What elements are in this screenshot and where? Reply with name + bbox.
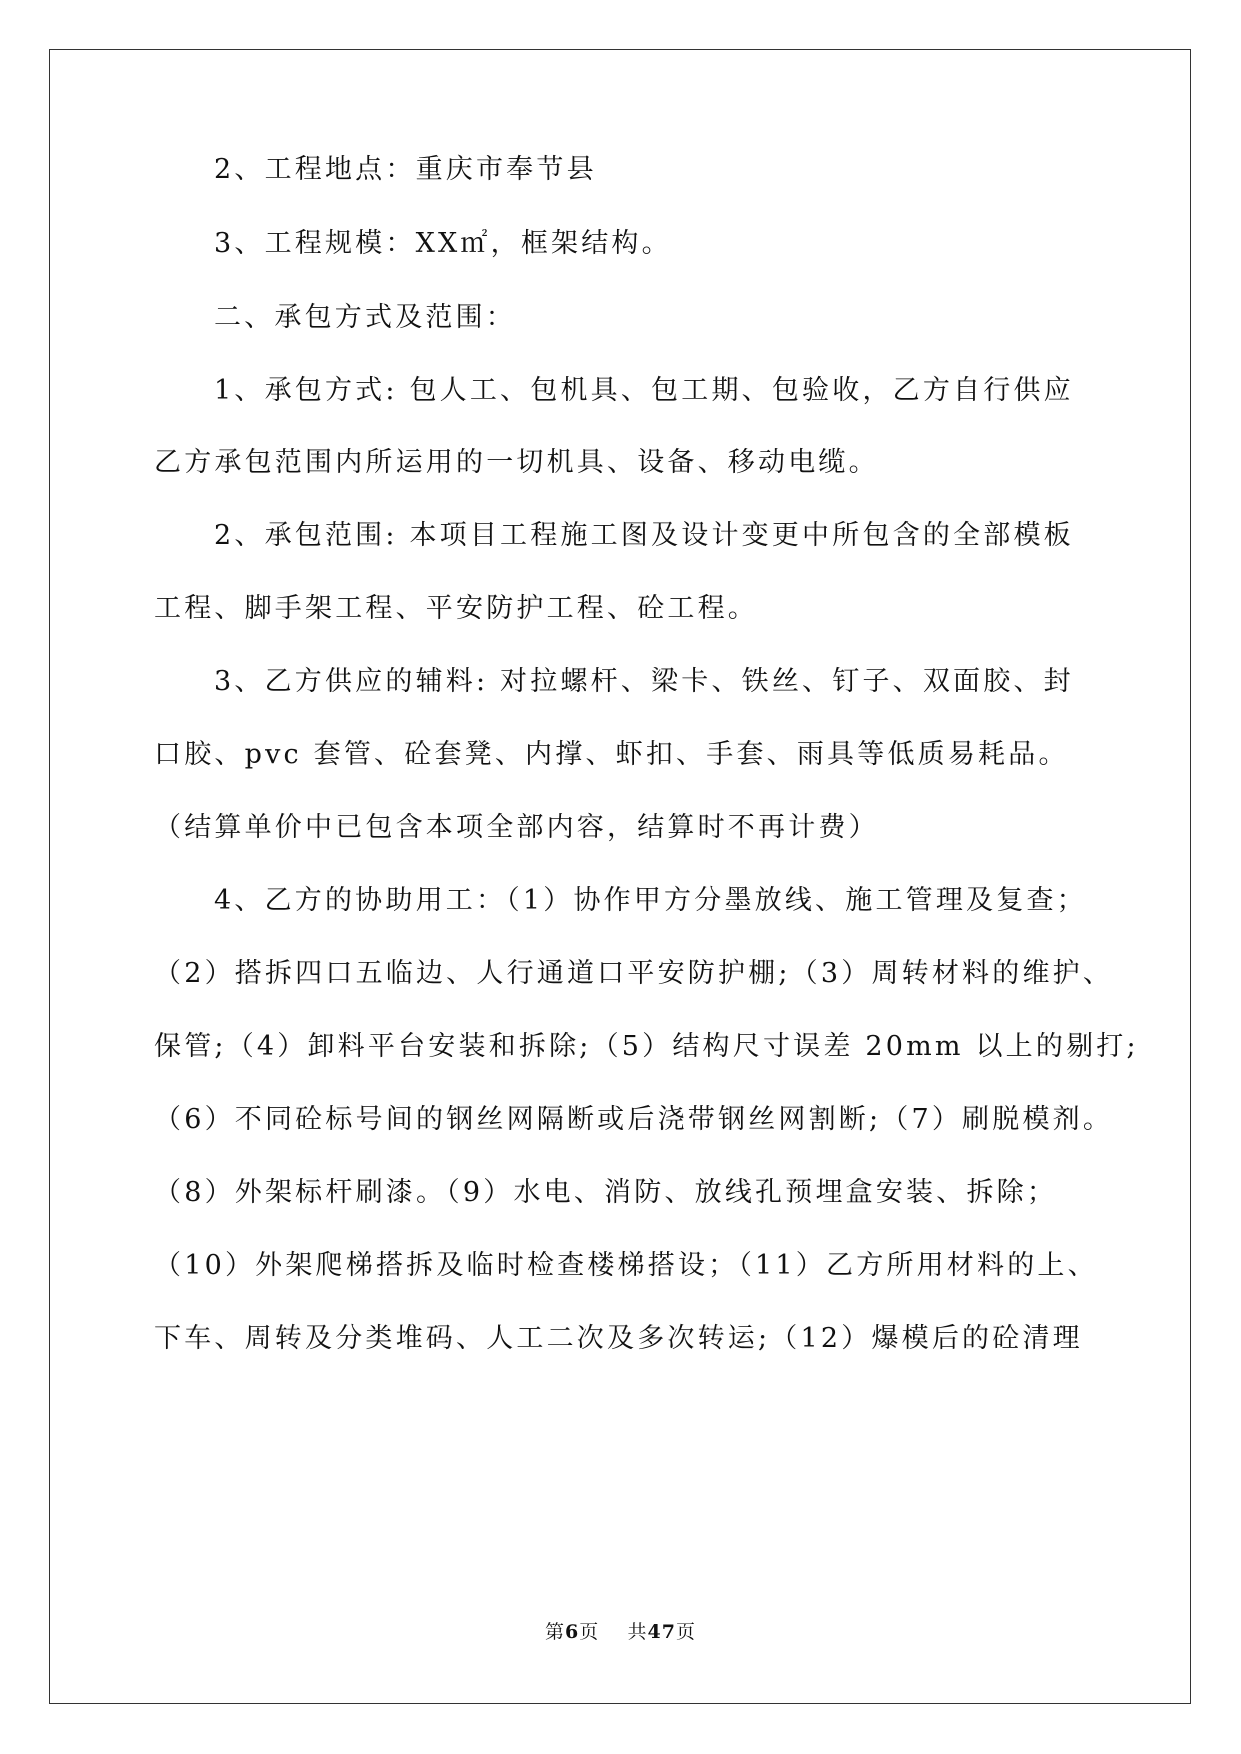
footer-page-number: 6	[565, 1621, 580, 1643]
text-line-assist-labor-4: （6）不同砼标号间的钢丝网隔断或后浇带钢丝网割断;（7）刷脱模剂。	[154, 1104, 1114, 1135]
text-line-materials: 3、乙方供应的辅料: 对拉螺杆、梁卡、铁丝、钉子、双面胶、封	[214, 666, 1074, 697]
section-heading-contract-scope: 二、承包方式及范围：	[214, 302, 516, 333]
footer-total-unit: 页	[675, 1621, 696, 1643]
text-line-assist-labor-3: 保管;（4）卸料平台安装和拆除;（5）结构尺寸误差 20mm 以上的剔打;	[154, 1031, 1139, 1062]
text-line-materials-note: （结算单价中已包含本项全部内容，结算时不再计费）	[154, 812, 879, 843]
footer-total-prefix: 共	[627, 1621, 648, 1643]
text-line-assist-labor-6: （10）外架爬梯搭拆及临时检查楼梯搭设；（11）乙方所用材料的上、	[154, 1250, 1098, 1281]
text-line-contract-method-cont: 乙方承包范围内所运用的一切机具、设备、移动电缆。	[154, 447, 879, 478]
footer-prefix: 第	[545, 1621, 566, 1643]
text-line-contract-range: 2、承包范围: 本项目工程施工图及设计变更中所包含的全部模板	[214, 520, 1074, 551]
footer-page-unit: 页	[579, 1621, 600, 1643]
text-line-location: 2、工程地点：重庆市奉节县	[214, 154, 597, 185]
text-line-assist-labor-7: 下车、周转及分类堆码、人工二次及多次转运;（12）爆模后的砼清理	[154, 1323, 1083, 1354]
text-line-contract-range-cont: 工程、脚手架工程、平安防护工程、砼工程。	[154, 593, 758, 624]
footer-total-pages: 47	[647, 1621, 676, 1643]
text-line-assist-labor-5: （8）外架标杆刷漆。（9）水电、消防、放线孔预埋盒安装、拆除；	[154, 1177, 1058, 1208]
text-line-assist-labor-2: （2）搭拆四口五临边、人行通道口平安防护棚;（3）周转材料的维护、	[154, 958, 1114, 989]
page-footer	[0, 1620, 1241, 1644]
page-border	[49, 49, 1191, 1704]
text-line-materials-cont: 口胶、pvc 套管、砼套凳、内撑、虾扣、手套、雨具等低质易耗品。	[154, 739, 1069, 770]
text-line-assist-labor: 4、乙方的协助用工：（1）协作甲方分墨放线、施工管理及复查；	[214, 885, 1087, 916]
text-line-scale: 3、工程规模：XX㎡，框架结构。	[214, 228, 672, 259]
text-line-contract-method: 1、承包方式: 包人工、包机具、包工期、包验收，乙方自行供应	[214, 375, 1074, 406]
